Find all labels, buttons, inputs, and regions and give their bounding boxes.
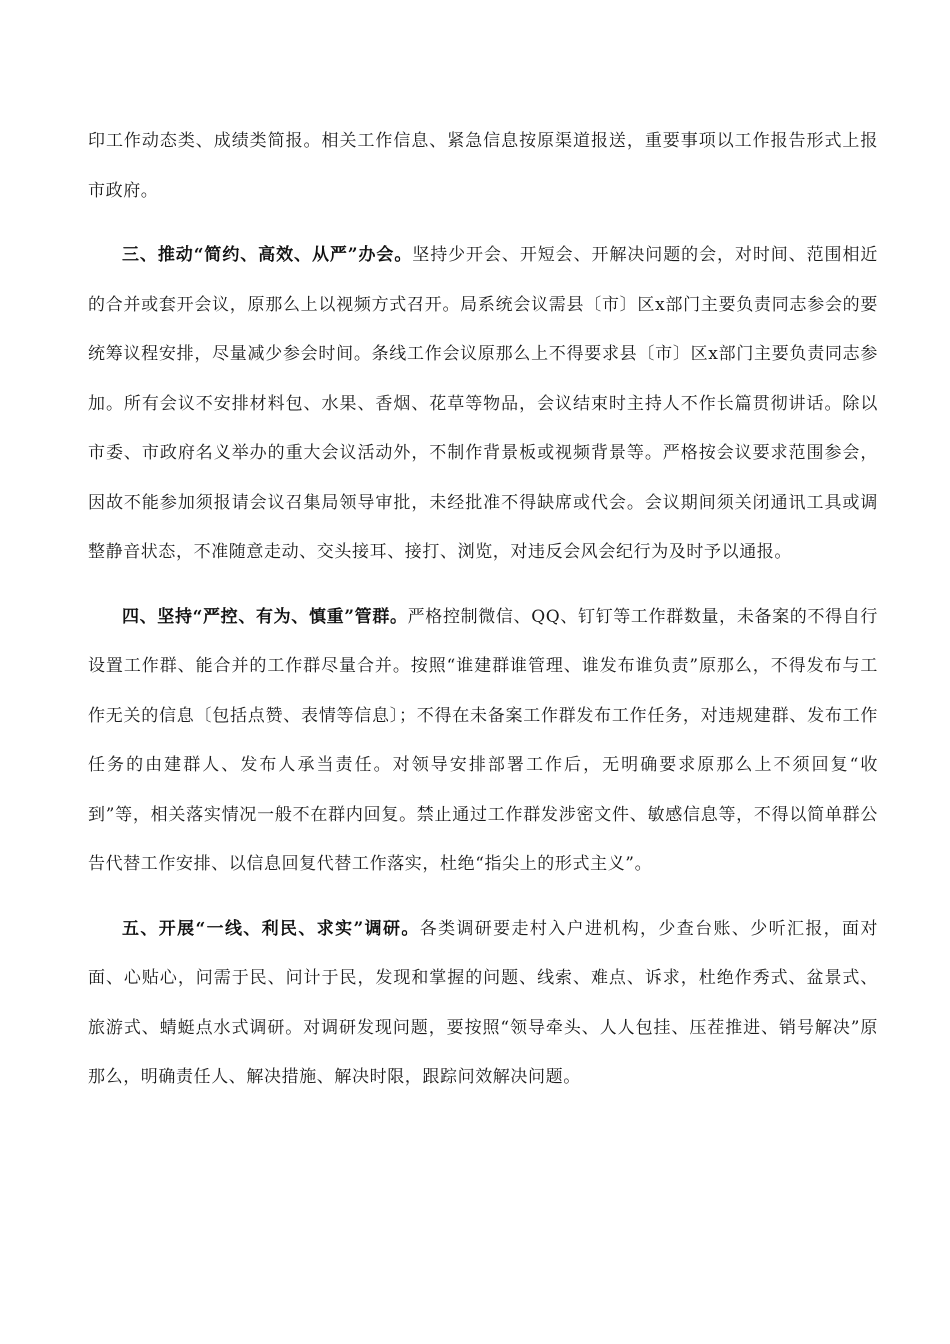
paragraph-section-4 bbox=[88, 593, 878, 890]
paragraph-text: 印工作动态类、成绩类简报。相关工作信息、紧急信息按原渠道报送，重要事项以工作报告形式上报市政府。 bbox=[88, 131, 878, 201]
paragraph-continuation bbox=[88, 117, 878, 216]
paragraph-text: 各类调研要走村入户进机构，少查台账、少听汇报，面对面、心贴心，问需于民、问计于民，发现和掌握的问题、线索、难点、诉求，杜绝作秀式、盆景式、旅游式、蜻蜓点水式调研。对调研发现问题，要按照“领导牵头、人人包挂、压茬推进、销号解决”原那么，明确责任人、解决措施、解决时限，跟踪问效解决问题。 bbox=[88, 918, 879, 1087]
section-heading-5: 五、开展“一线、利民、求实”调研。 bbox=[122, 918, 420, 939]
section-heading-4: 四、坚持“严控、有为、慎重”管群。 bbox=[122, 606, 408, 627]
paragraph-section-3 bbox=[88, 231, 878, 578]
section-heading-3: 三、推动“简约、高效、从严”办会。 bbox=[122, 245, 413, 265]
paragraph-text: 严格控制微信、QQ、钉钉等工作群数量，未备案的不得自行设置工作群、能合并的工作群尽量合并。按照“谁建群谁管理、谁发布谁负责”原那么，不得发布与工作无关的信息〔包括点赞、表情等信息〕；不得在未备案工作群发布工作任务，对违规建群、发布工作任务的由建群人、发布人承当责任。对领导安排部署工作后，无明确要求原那么上不须回复“收到”等，相关落实情况一般不在群内回复。禁止通过工作群发涉密文件、敏感信息等，不得以简单群公告代替工作安排、以信息回复代替工作落实，杜绝“指尖上的形式主义”。 bbox=[88, 606, 878, 874]
paragraph-text: 坚持少开会、开短会、开解决问题的会，对时间、范围相近的合并或套开会议，原那么上以视频方式召开。局系统会议需县〔市〕区x部门主要负责同志参会的要统筹议程安排，尽量减少参会时间。条线工作会议原那么上不得要求县〔市〕区x部门主要负责同志参加。所有会议不安排材料包、水果、香烟、花草等物品，会议结束时主持人不作长篇贯彻讲话。除以市委、市政府名义举办的重大会议活动外，不制作背景板或视频背景等。严格按会议要求范围参会，因故不能参加须报请会议召集局领导审批，未经批准不得缺席或代会。会议期间须关闭通讯工具或调整静音状态，不准随意走动、交头接耳、接打、浏览，对违反会风会纪行为及时予以通报。 bbox=[88, 245, 878, 562]
document-body bbox=[88, 117, 878, 1103]
paragraph-section-5 bbox=[88, 905, 878, 1103]
